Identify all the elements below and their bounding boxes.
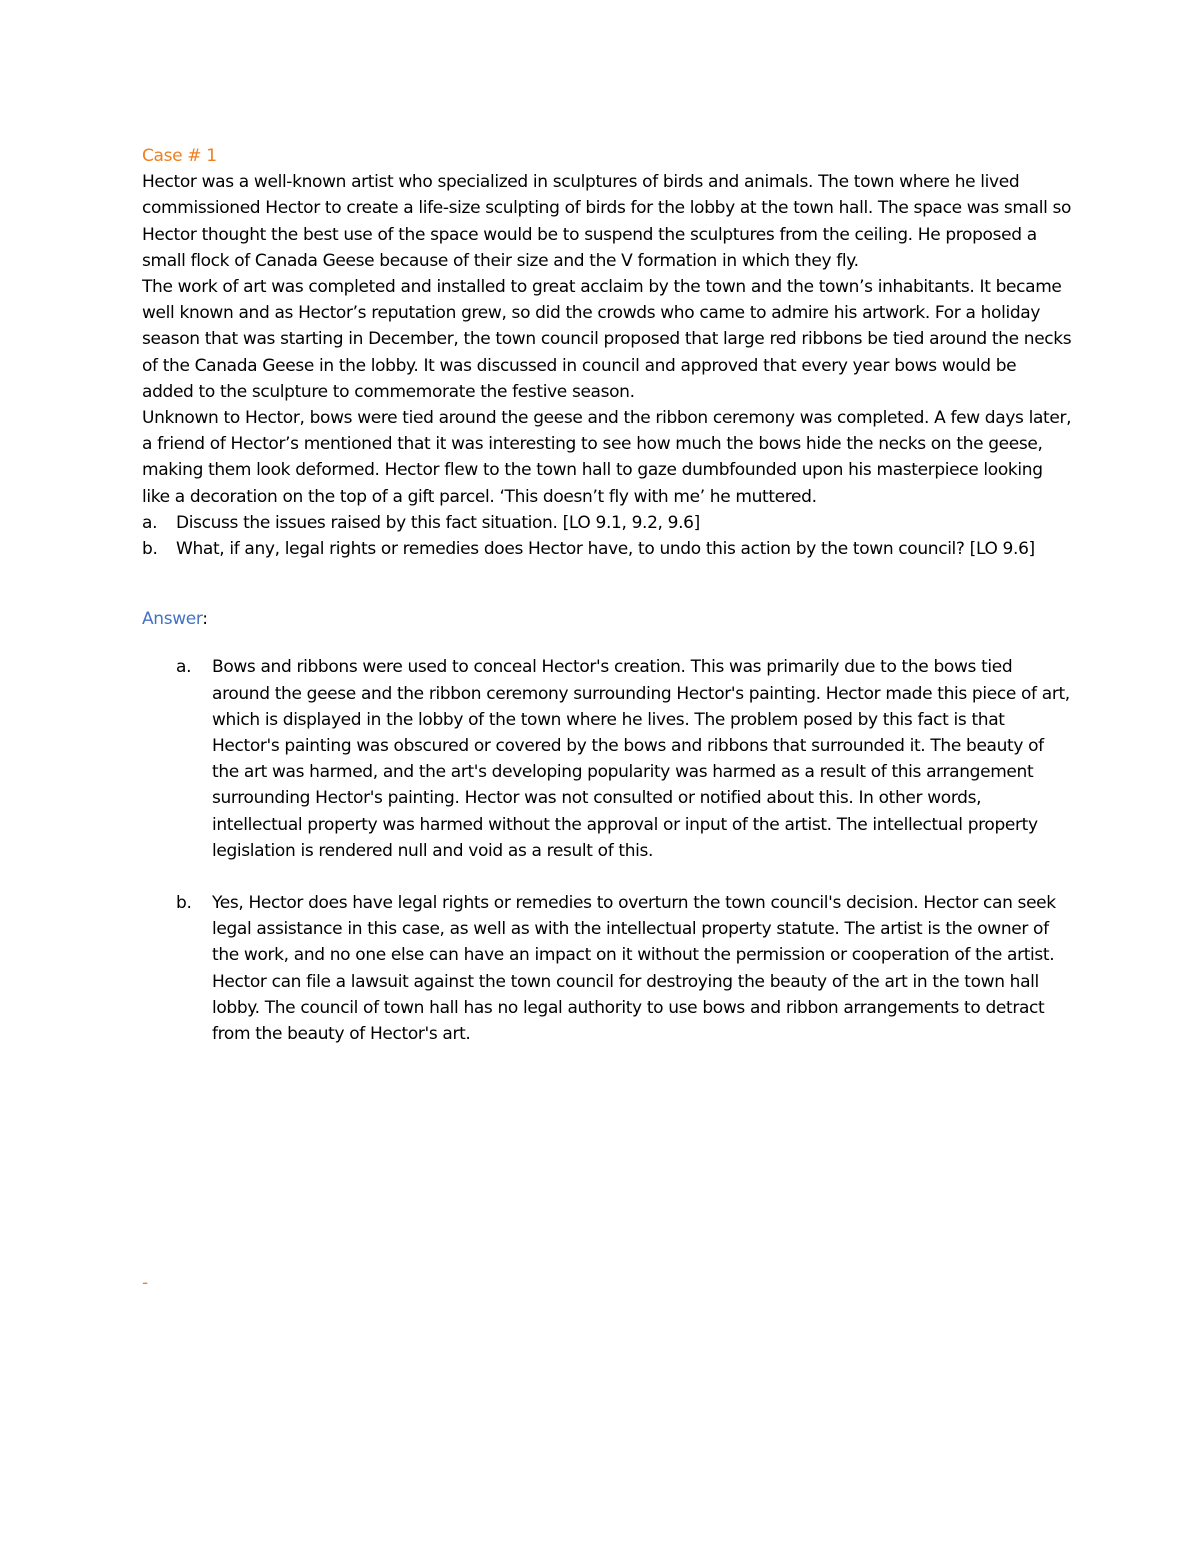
trailing-dash-mark: - xyxy=(142,1273,149,1293)
answer-marker: a. xyxy=(176,657,192,678)
case-title: Case # 1 xyxy=(142,146,217,166)
question-item-a xyxy=(142,510,1072,536)
answer-item-a xyxy=(142,654,1072,864)
case-paragraph-1: Hector was a well-known artist who specialized in sculptures of birds and animals. The town where he lived commissioned Hector to create a life-size sculpting of birds for the lobby at the town hall. The space was small so Hector thought the best use of the space would be to suspend the sculptures from the ceiling. He proposed a small flock of Canada Geese because of their size and the V formation in which they fly. xyxy=(142,172,1072,271)
answer-marker: b. xyxy=(176,893,192,914)
answer-item-b xyxy=(142,890,1072,1047)
answer-label-colon: : xyxy=(202,609,208,630)
answer-label: Answer xyxy=(142,609,203,630)
answer-list xyxy=(142,654,1072,1047)
question-list xyxy=(142,510,1072,562)
document-page xyxy=(142,143,1072,1047)
question-marker: a. xyxy=(142,512,158,533)
question-item-b xyxy=(142,536,1072,562)
question-text: What, if any, legal rights or remedies does Hector have, to undo this action by the town council? [LO 9.6] xyxy=(176,539,1035,560)
case-paragraph-3: Unknown to Hector, bows were tied around the geese and the ribbon ceremony was completed. A few days later, a friend of Hector’s mentioned that it was interesting to see how much the bows hide the necks on the geese, making them look deformed. Hector flew to the town hall to gaze dumbfounded upon his masterpiece looking like a decoration on the top of a gift parcel. ‘This doesn’t fly with me’ he muttered. xyxy=(142,408,1072,507)
answer-heading xyxy=(142,606,1072,632)
case-paragraph-2: The work of art was completed and installed to great acclaim by the town and the town’s inhabitants. It became well known and as Hector’s reputation grew, so did the crowds who came to admire his artwork. For a holiday season that was starting in December, the town council proposed that large red ribbons be tied around the necks of the Canada Geese in the lobby. It was discussed in council and approved that every year bows would be added to the sculpture to commemorate the festive season. xyxy=(142,277,1072,402)
question-text: Discuss the issues raised by this fact situation. [LO 9.1, 9.2, 9.6] xyxy=(176,512,700,533)
question-marker: b. xyxy=(142,539,158,560)
answer-text: Yes, Hector does have legal rights or remedies to overturn the town council's decision. Hector can seek legal assistance in this case, as well as with the intellectual property statute. The artist is the owner of the work, and no one else can have an impact on it without the permission or cooperation of the artist. Hector can file a lawsuit against the town council for destroying the beauty of the art in the town hall lobby. The council of town hall has no legal authority to use bows and ribbon arrangements to detract from the beauty of Hector's art. xyxy=(212,893,1056,1045)
answer-text: Bows and ribbons were used to conceal Hector's creation. This was primarily due to the bows tied around the geese and the ribbon ceremony surrounding Hector's painting. Hector made this piece of art, which is displayed in the lobby of the town where he lives. The problem posed by this fact is that Hector's painting was obscured or covered by the bows and ribbons that surrounded it. The beauty of the art was harmed, and the art's developing popularity was harmed as a result of this arrangement surrounding Hector's painting. Hector was not consulted or notified about this. In other words, intellectual property was harmed without the approval or input of the artist. The intellectual property legislation is rendered null and void as a result of this. xyxy=(212,657,1070,861)
